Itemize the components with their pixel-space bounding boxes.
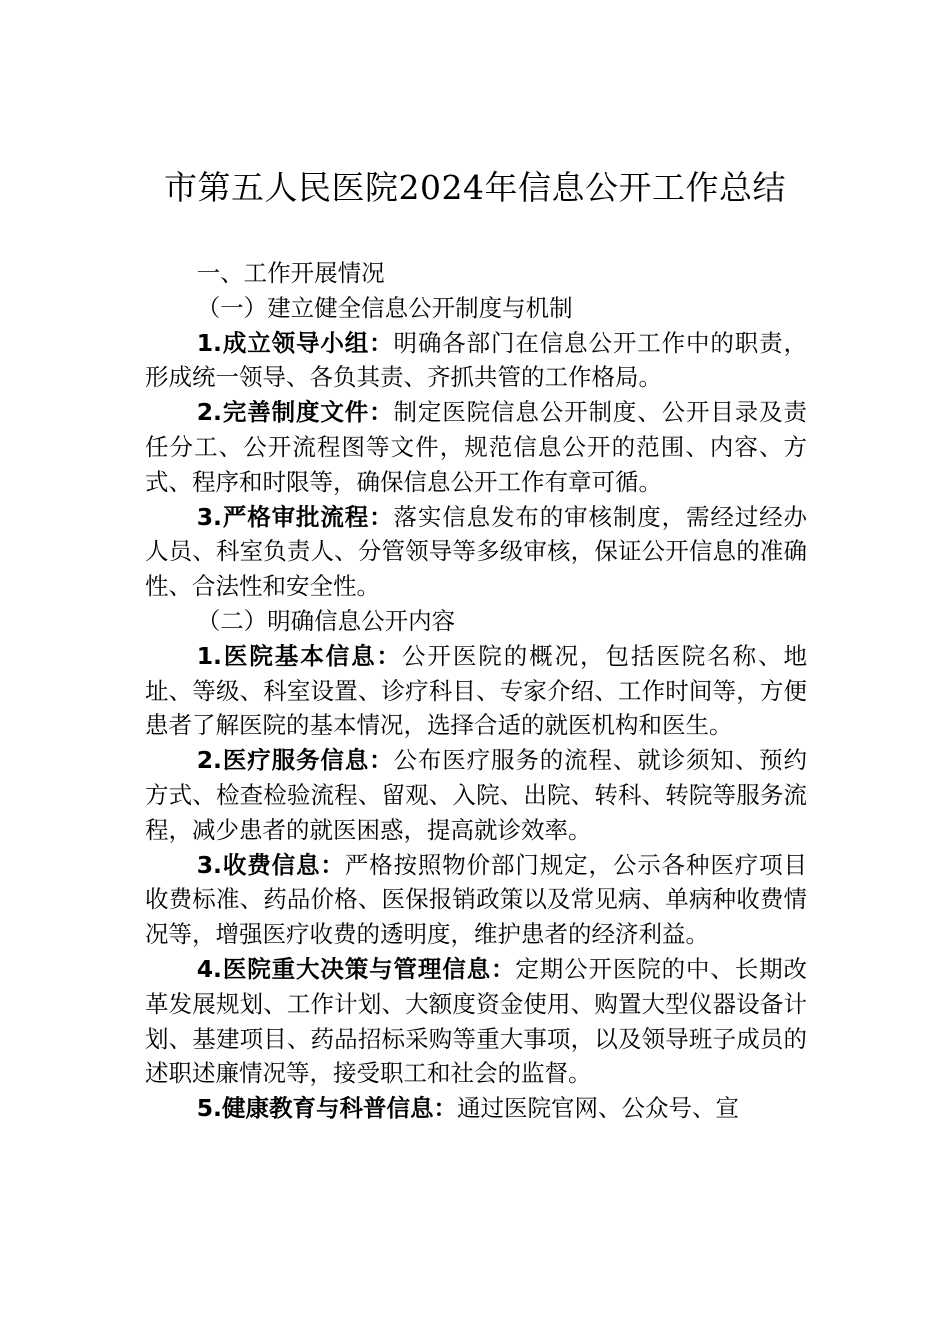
paragraph-lead: 3.严格审批流程：: [196, 502, 394, 531]
paragraph: [145, 743, 807, 847]
paragraph-text: 公布医疗服务的流程、就诊须知、预约方式、检查检验流程、留观、入院、出院、转科、转院等服务流程，减少患者的就医困惑，提高就诊效率。: [145, 746, 808, 844]
paragraph-text: 严格按照物价部门规定，公示各种医疗项目收费标准、药品价格、医保报销政策以及常见病、单病种收费情况等，增强医疗收费的透明度，维护患者的经济利益。: [145, 850, 808, 949]
document-title: 市第五人民医院2024年信息公开工作总结: [164, 168, 786, 207]
paragraph-lead: 2.医疗服务信息：: [196, 746, 394, 775]
paragraph-text: 落实信息发布的审核制度，需经过经办人员、科室负责人、分管领导等多级审核，保证公开信息的准确性、合法性和安全性。: [145, 502, 808, 601]
paragraph-lead: 3.收费信息：: [196, 850, 345, 879]
paragraph: [145, 848, 807, 952]
paragraph: [145, 395, 807, 499]
document-body: [145, 256, 807, 1126]
paragraph: [145, 326, 807, 396]
paragraph: [145, 952, 807, 1091]
paragraph: [145, 500, 807, 604]
paragraph-text: 明确各部门在信息公开工作中的职责，形成统一领导、各负其责、齐抓共管的工作格局。: [145, 328, 808, 392]
paragraph-lead: 4.医院重大决策与管理信息：: [196, 954, 516, 983]
paragraph-text: 通过医院官网、公众号、宣: [456, 1094, 739, 1123]
paragraph-lead: 1.成立领导小组：: [196, 328, 394, 357]
paragraph-lead: 5.健康教育与科普信息：: [196, 1094, 457, 1123]
paragraph-lead: 1.医院基本信息：: [196, 641, 402, 670]
paragraph-text: 定期公开医院的中、长期改革发展规划、工作计划、大额度资金使用、购置大型仪器设备计划、基建项目、药品招标采购等重大事项，以及领导班子成员的述职述廉情况等，接受职工和社会的监督。: [145, 954, 807, 1088]
paragraph: [145, 639, 807, 743]
subsection-heading: （二）明确信息公开内容: [196, 606, 456, 635]
section-heading: 一、工作开展情况: [196, 259, 385, 287]
paragraph: [145, 1091, 807, 1126]
paragraph-text: 制定医院信息公开制度、公开目录及责任分工、公开流程图等文件，规范信息公开的范围、内容、方式、程序和时限等，确保信息公开工作有章可循。: [145, 398, 808, 496]
paragraph-lead: 2.完善制度文件：: [196, 398, 394, 427]
subsection-heading: （一）建立健全信息公开制度与机制: [196, 293, 573, 322]
paragraph-text: 公开医院的概况，包括医院名称、地址、等级、科室设置、诊疗科目、专家介绍、工作时间等，方便患者了解医院的基本情况，选择合适的就医机构和医生。: [145, 641, 808, 740]
